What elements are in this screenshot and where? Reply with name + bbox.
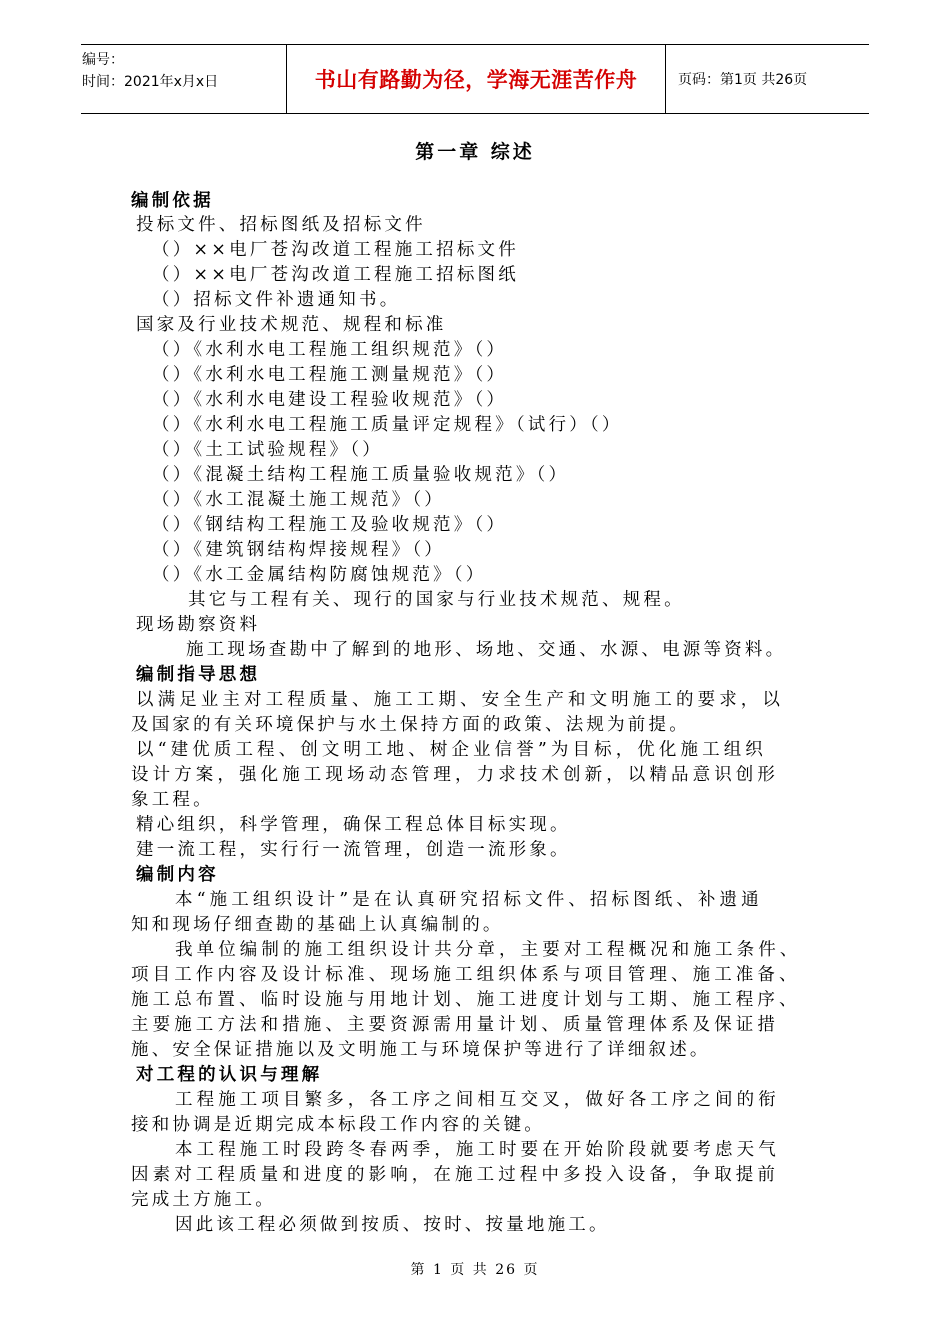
paragraph-line: 本“施工组织设计”是在认真研究招标文件、招标图纸、补遗通 — [175, 890, 763, 910]
paragraph-line: 知和现场仔细查勘的基础上认真编制的。 — [131, 915, 504, 935]
paragraph-line: 完成土方施工。 — [131, 1190, 276, 1210]
paragraph-line: 接和协调是近期完成本标段工作内容的关键。 — [131, 1115, 545, 1135]
list-item: （）《混凝土结构工程施工质量验收规范》（） — [152, 465, 570, 485]
list-item: （）《水工混凝土施工规范》（） — [152, 490, 445, 510]
paragraph-line: 设计方案，强化施工现场动态管理，力求技术创新，以精品意识创形 — [131, 765, 779, 785]
sub-heading: 现场勘察资料 — [136, 615, 261, 635]
section-heading: 编制指导思想 — [136, 665, 261, 685]
paragraph-line: 因此该工程必须做到按质、按时、按量地施工。 — [175, 1215, 610, 1235]
paragraph-line: 其它与工程有关、现行的国家与行业技术规范、规程。 — [188, 590, 685, 610]
list-item: （）《土工试验规程》（） — [152, 440, 383, 460]
list-item: （）《建筑钢结构焊接规程》（） — [152, 540, 445, 560]
section-heading: 编制内容 — [136, 865, 219, 885]
paragraph-line: 施工总布置、临时设施与用地计划、施工进度计划与工期、施工程序、 — [131, 990, 801, 1010]
header-meta — [81, 45, 287, 113]
paragraph-line: 以“建优质工程、创文明工地、树企业信誉”为目标，优化施工组织 — [136, 740, 767, 760]
list-item: （）《水利水电工程施工质量评定规程》（试行）（） — [152, 415, 623, 435]
sub-heading: 投标文件、招标图纸及招标文件 — [136, 215, 426, 235]
paragraph-line: 施、安全保证措施以及文明施工与环境保护等进行了详细叙述。 — [131, 1040, 711, 1060]
paragraph-line: 项目工作内容及设计标准、现场施工组织体系与项目管理、施工准备、 — [131, 965, 801, 985]
list-item: （）××电厂苍沟改道工程施工招标文件 — [152, 240, 519, 260]
section-heading: 对工程的认识与理解 — [136, 1065, 323, 1085]
paragraph-line: 我单位编制的施工组织设计共分章，主要对工程概况和施工条件、 — [175, 940, 802, 960]
list-item: （）《水工金属结构防腐蚀规范》（） — [152, 565, 487, 585]
time-label: 时间：2021年x月x日 — [82, 74, 219, 90]
paragraph-line: 精心组织，科学管理，确保工程总体目标实现。 — [136, 815, 571, 835]
paragraph-line: 象工程。 — [131, 790, 214, 810]
paragraph-line: 工程施工项目繁多，各工序之间相互交叉，做好各工序之间的衔 — [175, 1090, 780, 1110]
sub-heading: 国家及行业技术规范、规程和标准 — [136, 315, 447, 335]
section-heading: 编制依据 — [131, 191, 214, 211]
header-slogan: 书山有路勤为径，学海无涯苦作舟 — [287, 45, 666, 113]
paragraph-line: 及国家的有关环境保护与水土保持方面的政策、法规为前提。 — [131, 715, 690, 735]
chapter-title: 第一章 综述 — [415, 141, 535, 163]
list-item: （）《水利水电建设工程验收规范》（） — [152, 390, 508, 410]
paragraph-line: 主要施工方法和措施、主要资源需用量计划、质量管理体系及保证措 — [131, 1015, 779, 1035]
page-header — [81, 44, 869, 114]
number-label: 编号： — [82, 52, 124, 68]
list-item: （）《水利水电工程施工测量规范》（） — [152, 365, 508, 385]
list-item: （）××电厂苍沟改道工程施工招标图纸 — [152, 265, 519, 285]
paragraph-line: 以满足业主对工程质量、施工工期、安全生产和文明施工的要求，以 — [136, 690, 784, 710]
paragraph-line: 因素对工程质量和进度的影响，在施工过程中多投入设备，争取提前 — [131, 1165, 779, 1185]
list-item: （）《水利水电工程施工组织规范》（） — [152, 340, 508, 360]
page-footer: 第 1 页 共 26 页 — [410, 1262, 540, 1278]
paragraph-line: 施工现场查勘中了解到的地形、场地、交通、水源、电源等资料。 — [186, 640, 787, 660]
paragraph-line: 本工程施工时段跨冬春两季，施工时要在开始阶段就要考虑天气 — [175, 1140, 780, 1160]
header-page-info: 页码：第1页 共26页 — [678, 72, 808, 88]
list-item: （）招标文件补遗通知书。 — [152, 290, 401, 310]
list-item: （）《钢结构工程施工及验收规范》（） — [152, 515, 508, 535]
paragraph-line: 建一流工程，实行行一流管理，创造一流形象。 — [136, 840, 571, 860]
